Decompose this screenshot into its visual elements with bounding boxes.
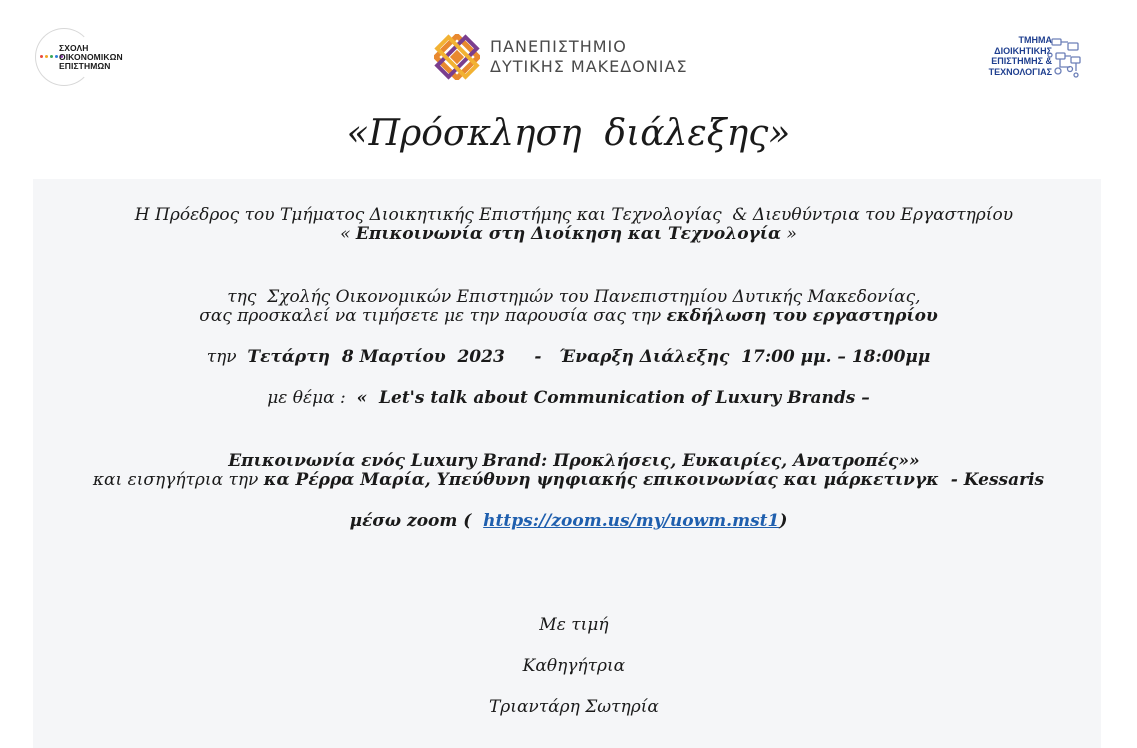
body-line-5 [0, 346, 1137, 368]
circuit-icon [1046, 35, 1086, 81]
page-title: «Πρόσκληση διάλεξης» [346, 113, 791, 154]
school-logo-line: ΟΙΚΟΝΟΜΙΚΩΝ [59, 52, 123, 62]
school-logo [35, 28, 135, 88]
topic-title-gr: Επικοινωνία ενός Luxury Brand: Προκλήσεις, Ευκαιρίες, Ανατροπές»» [228, 451, 920, 471]
body-line-2 [0, 223, 1137, 245]
body-line-7 [0, 428, 1137, 472]
name-text: Τριαντάρη Σωτηρία [488, 697, 659, 717]
school-logo-line: ΣΧΟΛΗ [59, 43, 89, 53]
zoom-prefix: μέσω zoom ( [349, 511, 484, 531]
event-label: εκδήλωση του εργαστηρίου [666, 306, 938, 326]
body-line-8 [0, 469, 1137, 491]
zoom-suffix: ) [779, 511, 788, 531]
quote-open: « [340, 224, 356, 244]
zoom-link[interactable]: https://zoom.us/my/uowm.mst1 [483, 511, 780, 531]
dot [55, 55, 58, 58]
school-logo-text [59, 44, 139, 71]
signature-name [0, 674, 1137, 718]
body-line-4 [0, 305, 1137, 327]
closing-text: Με τιμή [539, 615, 609, 635]
dot [50, 55, 53, 58]
lab-name: Επικοινωνία στη Διοίκηση και Τεχνολογία [355, 224, 782, 244]
department-logo-line: ΤΜΗΜΑ [1018, 35, 1052, 45]
invite-text: σας προσκαλεί να τιμήσετε με την παρουσία σας την [199, 306, 667, 326]
body-line-9 [0, 510, 1137, 532]
department-logo [980, 35, 1110, 83]
school-logo-line: ΕΠΙΣΤΗΜΩΝ [59, 61, 111, 71]
department-logo-text [980, 35, 1052, 77]
topic-title-en: « Let's talk about Communication of Luxury Brands – [356, 388, 870, 408]
topic-prefix: με θέμα : [267, 388, 357, 408]
signature-closing [0, 592, 1137, 636]
university-name-line1: ΠΑΝΕΠΙΣΤΗΜΙΟ [490, 37, 627, 56]
body-line-6 [0, 387, 1137, 409]
quote-close: » [781, 224, 797, 244]
date-prefix: την [206, 347, 248, 367]
event-date-time: Τετάρτη 8 Μαρτίου 2023 - Έναρξη Διάλεξης 17:00 μμ. – 18:00μμ [247, 347, 931, 367]
dot [40, 55, 43, 58]
inviter-text: Η Πρόεδρος του Τμήματος Διοικητικής Επιστήμης και Τεχνολογίας & Διευθύντρια του Εργαστηρίου [134, 205, 1014, 225]
body-line-1 [0, 182, 1137, 226]
signature-role [0, 633, 1137, 677]
body-line-3 [0, 264, 1137, 308]
university-name-line2: ΔΥΤΙΚΗΣ ΜΑΚΕΔΟΝΙΑΣ [490, 57, 688, 76]
speaker-prefix: και εισηγήτρια την [92, 470, 264, 490]
department-logo-line: ΔΙΟΙΚΗΤΙΚΗΣ [994, 45, 1052, 56]
department-logo-line: ΤΕΧΝΟΛΟΓΙΑΣ [988, 66, 1052, 77]
school-text: της Σχολής Οικονομικών Επιστημών του Πανεπιστημίου Δυτικής Μακεδονίας, [227, 287, 921, 307]
role-text: Καθηγήτρια [522, 656, 626, 676]
dot [45, 55, 48, 58]
university-emblem-icon [434, 34, 480, 80]
university-name [490, 37, 688, 77]
speaker-name: κα Ρέρρα Μαρία, Υπεύθυνη ψηφιακής επικοινωνίας και μάρκετινγκ - Kessaris [263, 470, 1045, 490]
department-logo-line: ΕΠΙΣΤΗΜΗΣ & [991, 56, 1052, 66]
